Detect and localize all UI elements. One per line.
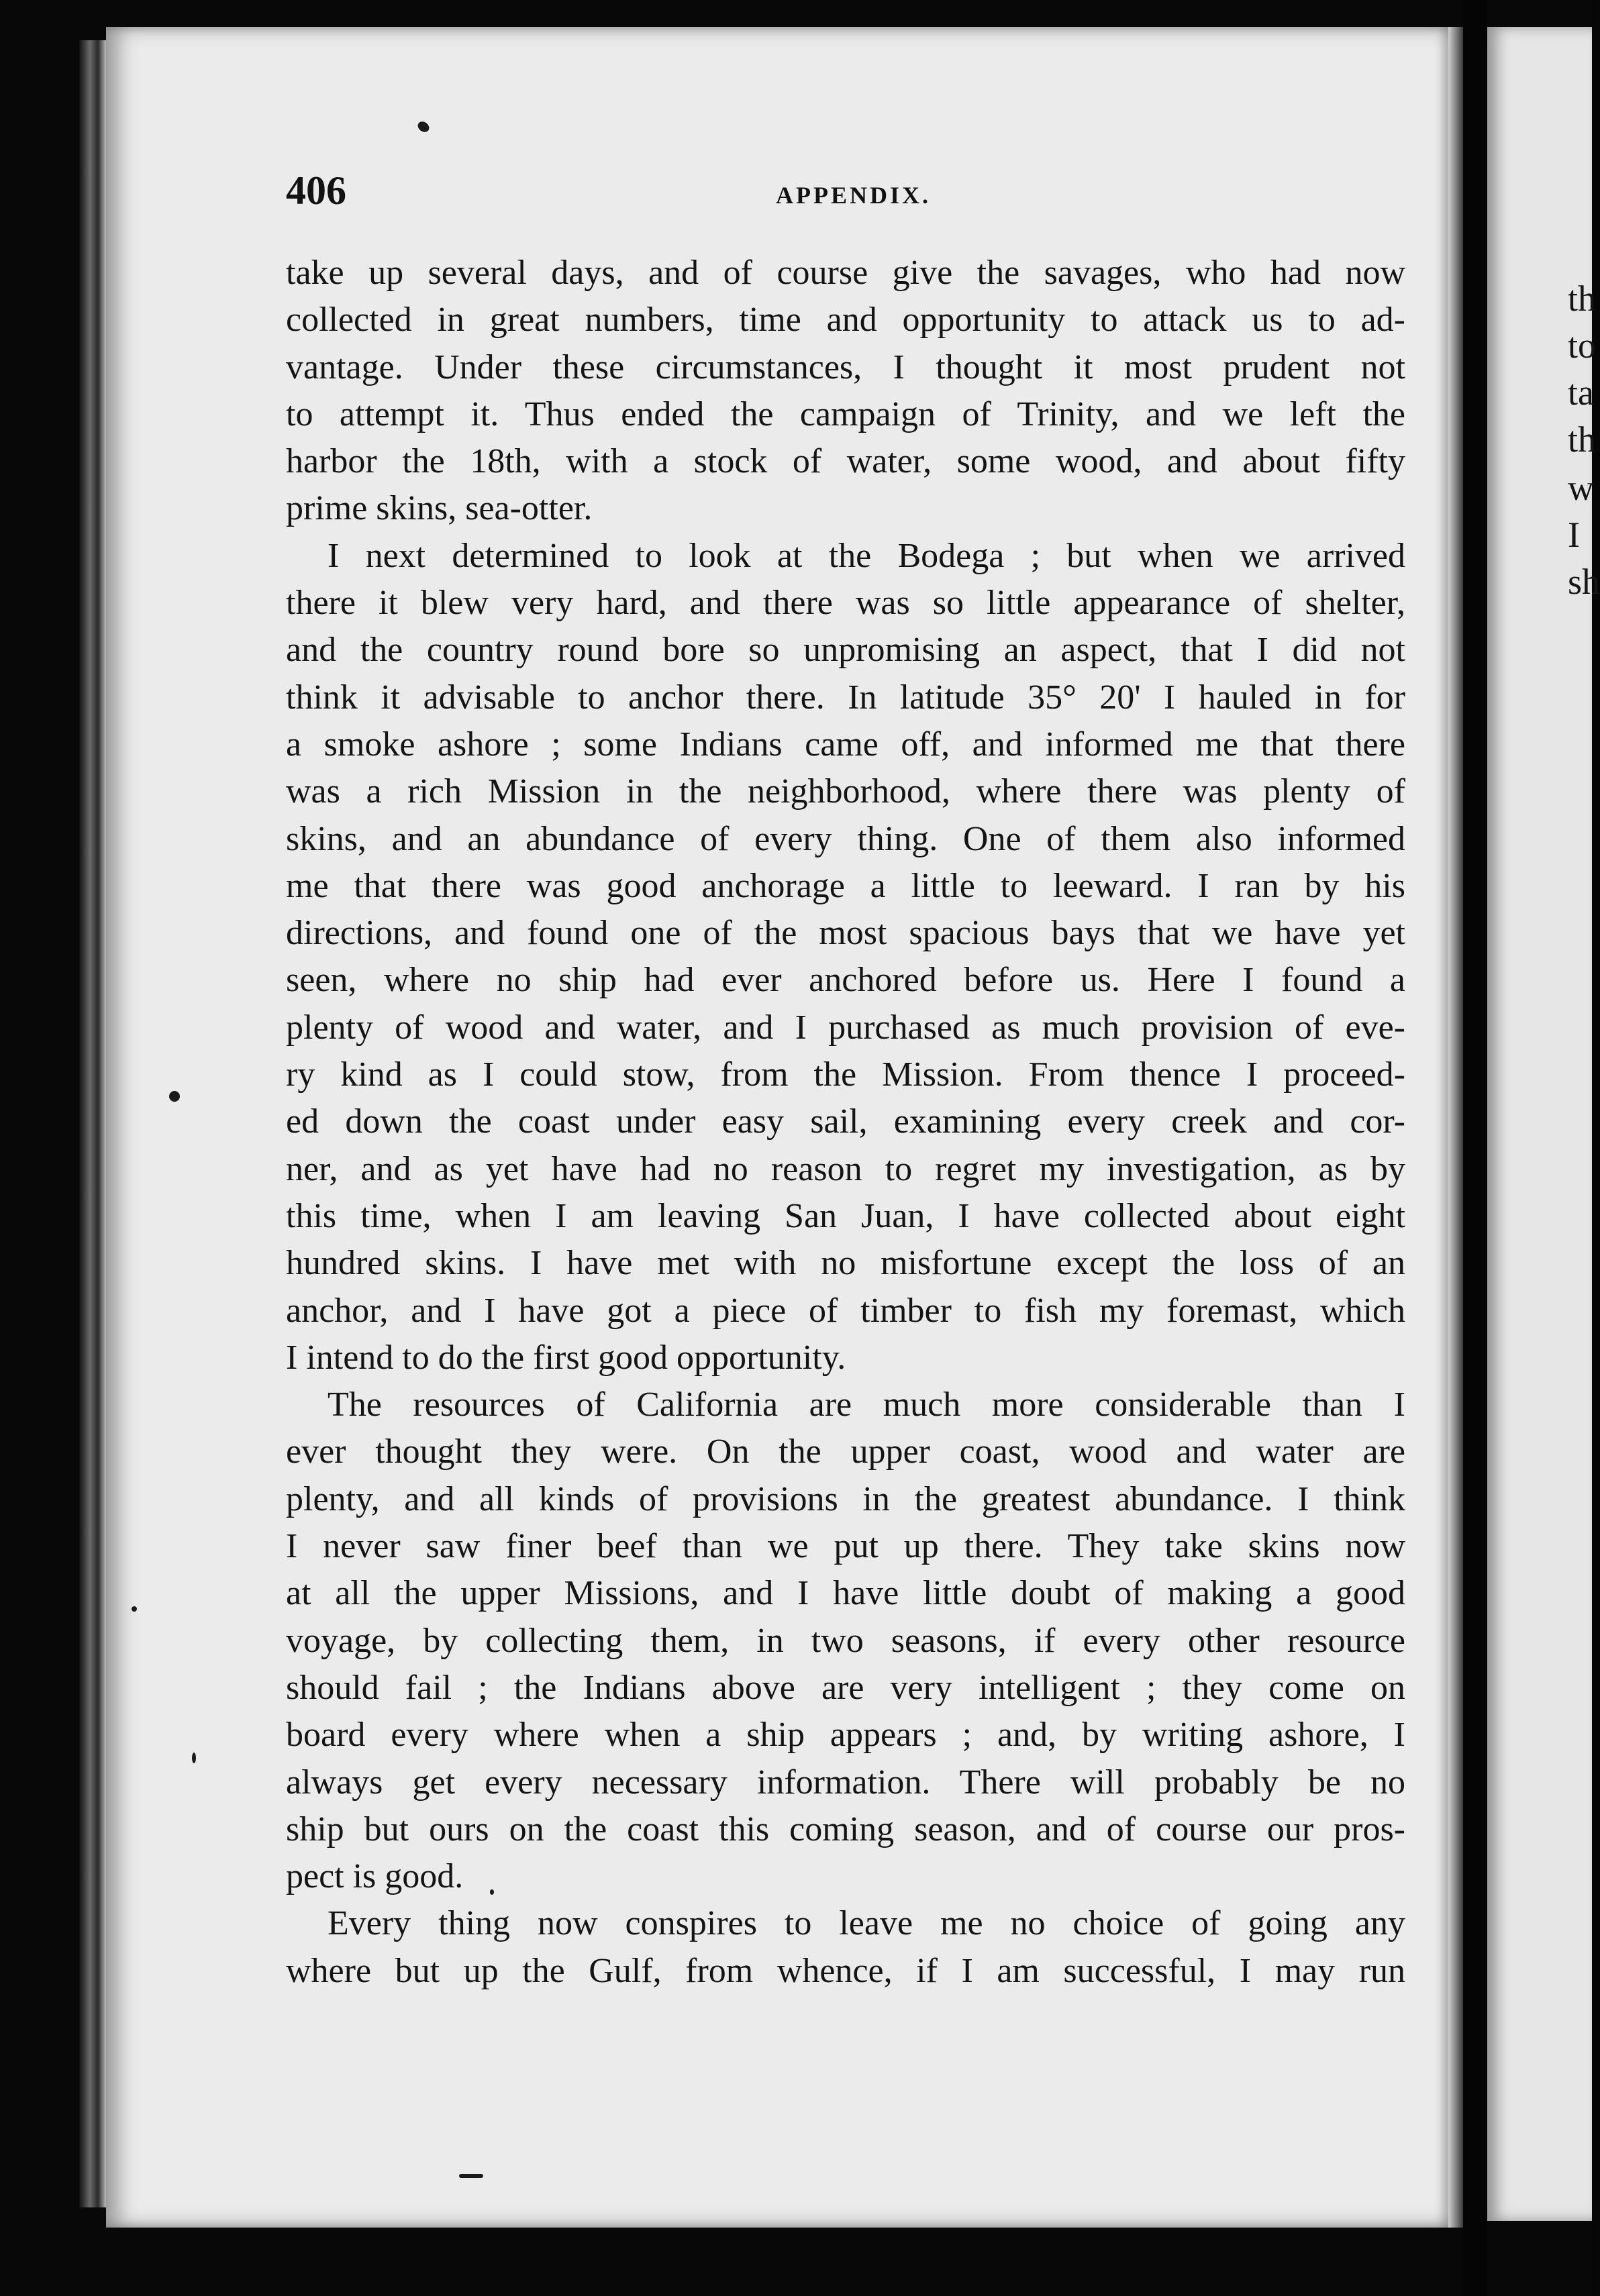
running-head [286,154,1413,215]
text-line: this time, when I am leaving San Juan, I have collected about eight [286,1196,1405,1235]
text-line: always get every necessary information. There will probably be no [286,1763,1405,1802]
text-line: hundred skins. I have met with no misfortune except the loss of an [286,1244,1405,1283]
text-line: ever thought they were. On the upper coast, wood and water are [286,1432,1405,1471]
binding-edge [79,40,106,2207]
text-line: there it blew very hard, and there was so little appearance of shelter, [286,584,1405,623]
running-head-title: APPENDIX. [776,182,931,209]
ink-speck [490,1889,494,1895]
text-line: skins, and an abundance of every thing. One of them also informed [286,819,1405,858]
facing-page-text: ta [1568,372,1594,413]
text-line: a smoke ashore ; some Indians came off, and informed me that there [286,725,1405,764]
facing-page-text: th [1568,419,1597,460]
text-line: at all the upper Missions, and I have little doubt of making a good [286,1574,1405,1613]
text-line: collected in great numbers, time and opportunity to attack us to ad- [286,301,1405,340]
page-edge-shadow [1448,27,1463,2228]
gutter [1463,0,1487,2296]
text-line: voyage, by collecting them, in two seasons, if every other resource [286,1621,1405,1660]
text-line: to attempt it. Thus ended the campaign of Trinity, and we left the [286,395,1405,433]
text-line: pect is good. [286,1857,464,1896]
text-line: ry kind as I could stow, from the Mission. From thence I proceed- [286,1055,1405,1094]
paragraph-first-line: The resources of California are much more considerable than I [328,1386,1405,1424]
text-line: prime skins, sea-otter. [286,489,593,528]
text-line: where but up the Gulf, from whence, if I am successful, I may run [286,1951,1405,1990]
text-line: directions, and found one of the most spacious bays that we have yet [286,914,1405,953]
text-line: harbor the 18th, with a stock of water, some wood, and about fifty [286,442,1405,481]
paragraph-first-line: Every thing now conspires to leave me no choice of going any [328,1904,1405,1943]
text-line: I intend to do the first good opportunity. [286,1338,846,1377]
text-line: ship but ours on the coast this coming season, and of course our pros- [286,1810,1405,1848]
facing-page-fragment [1487,27,1600,2221]
text-line: plenty of wood and water, and I purchased as much provision of eve- [286,1008,1405,1047]
text-line: plenty, and all kinds of provisions in the greatest abundance. I think [286,1479,1405,1518]
text-line: and the country round bore so unpromising an aspect, that I did not [286,631,1405,670]
ink-speck [192,1753,196,1763]
text-line: was a rich Mission in the neighborhood, where there was plenty of [286,772,1405,811]
text-line: I never saw finer beef than we put up there. They take skins now [286,1527,1405,1566]
text-line: ner, and as yet have had no reason to regret my investigation, as by [286,1149,1405,1188]
text-line: anchor, and I have got a piece of timber to fish my foremast, which [286,1291,1405,1330]
text-line: seen, where no ship had ever anchored before us. Here I found a [286,961,1405,1000]
facing-page-text: w [1568,468,1594,508]
text-line: think it advisable to anchor there. In latitude 35° 20' I hauled in for [286,678,1405,717]
text-line: me that there was good anchorage a little to leeward. I ran by his [286,866,1405,905]
paragraph-first-line: I next determined to look at the Bodega ; but when we arrived [328,536,1405,575]
ink-speck [459,2174,483,2178]
ink-speck [132,1606,137,1612]
facing-page-text: th [1568,278,1597,319]
text-line: vantage. Under these circumstances, I thought it most prudent not [286,348,1405,386]
body-text [286,250,1405,1995]
facing-page-text: I [1568,515,1580,555]
facing-page-text: to [1568,325,1597,366]
text-line: take up several days, and of course give the savages, who had now [286,254,1405,292]
text-line: board every where when a ship appears ; and, by writing ashore, I [286,1716,1405,1755]
ink-speck [169,1091,180,1102]
text-line: ed down the coast under easy sail, examining every creek and cor- [286,1102,1405,1141]
facing-page-text: sh [1568,562,1600,602]
text-line: should fail ; the Indians above are very intelligent ; they come on [286,1668,1405,1707]
page-number: 406 [286,168,346,213]
